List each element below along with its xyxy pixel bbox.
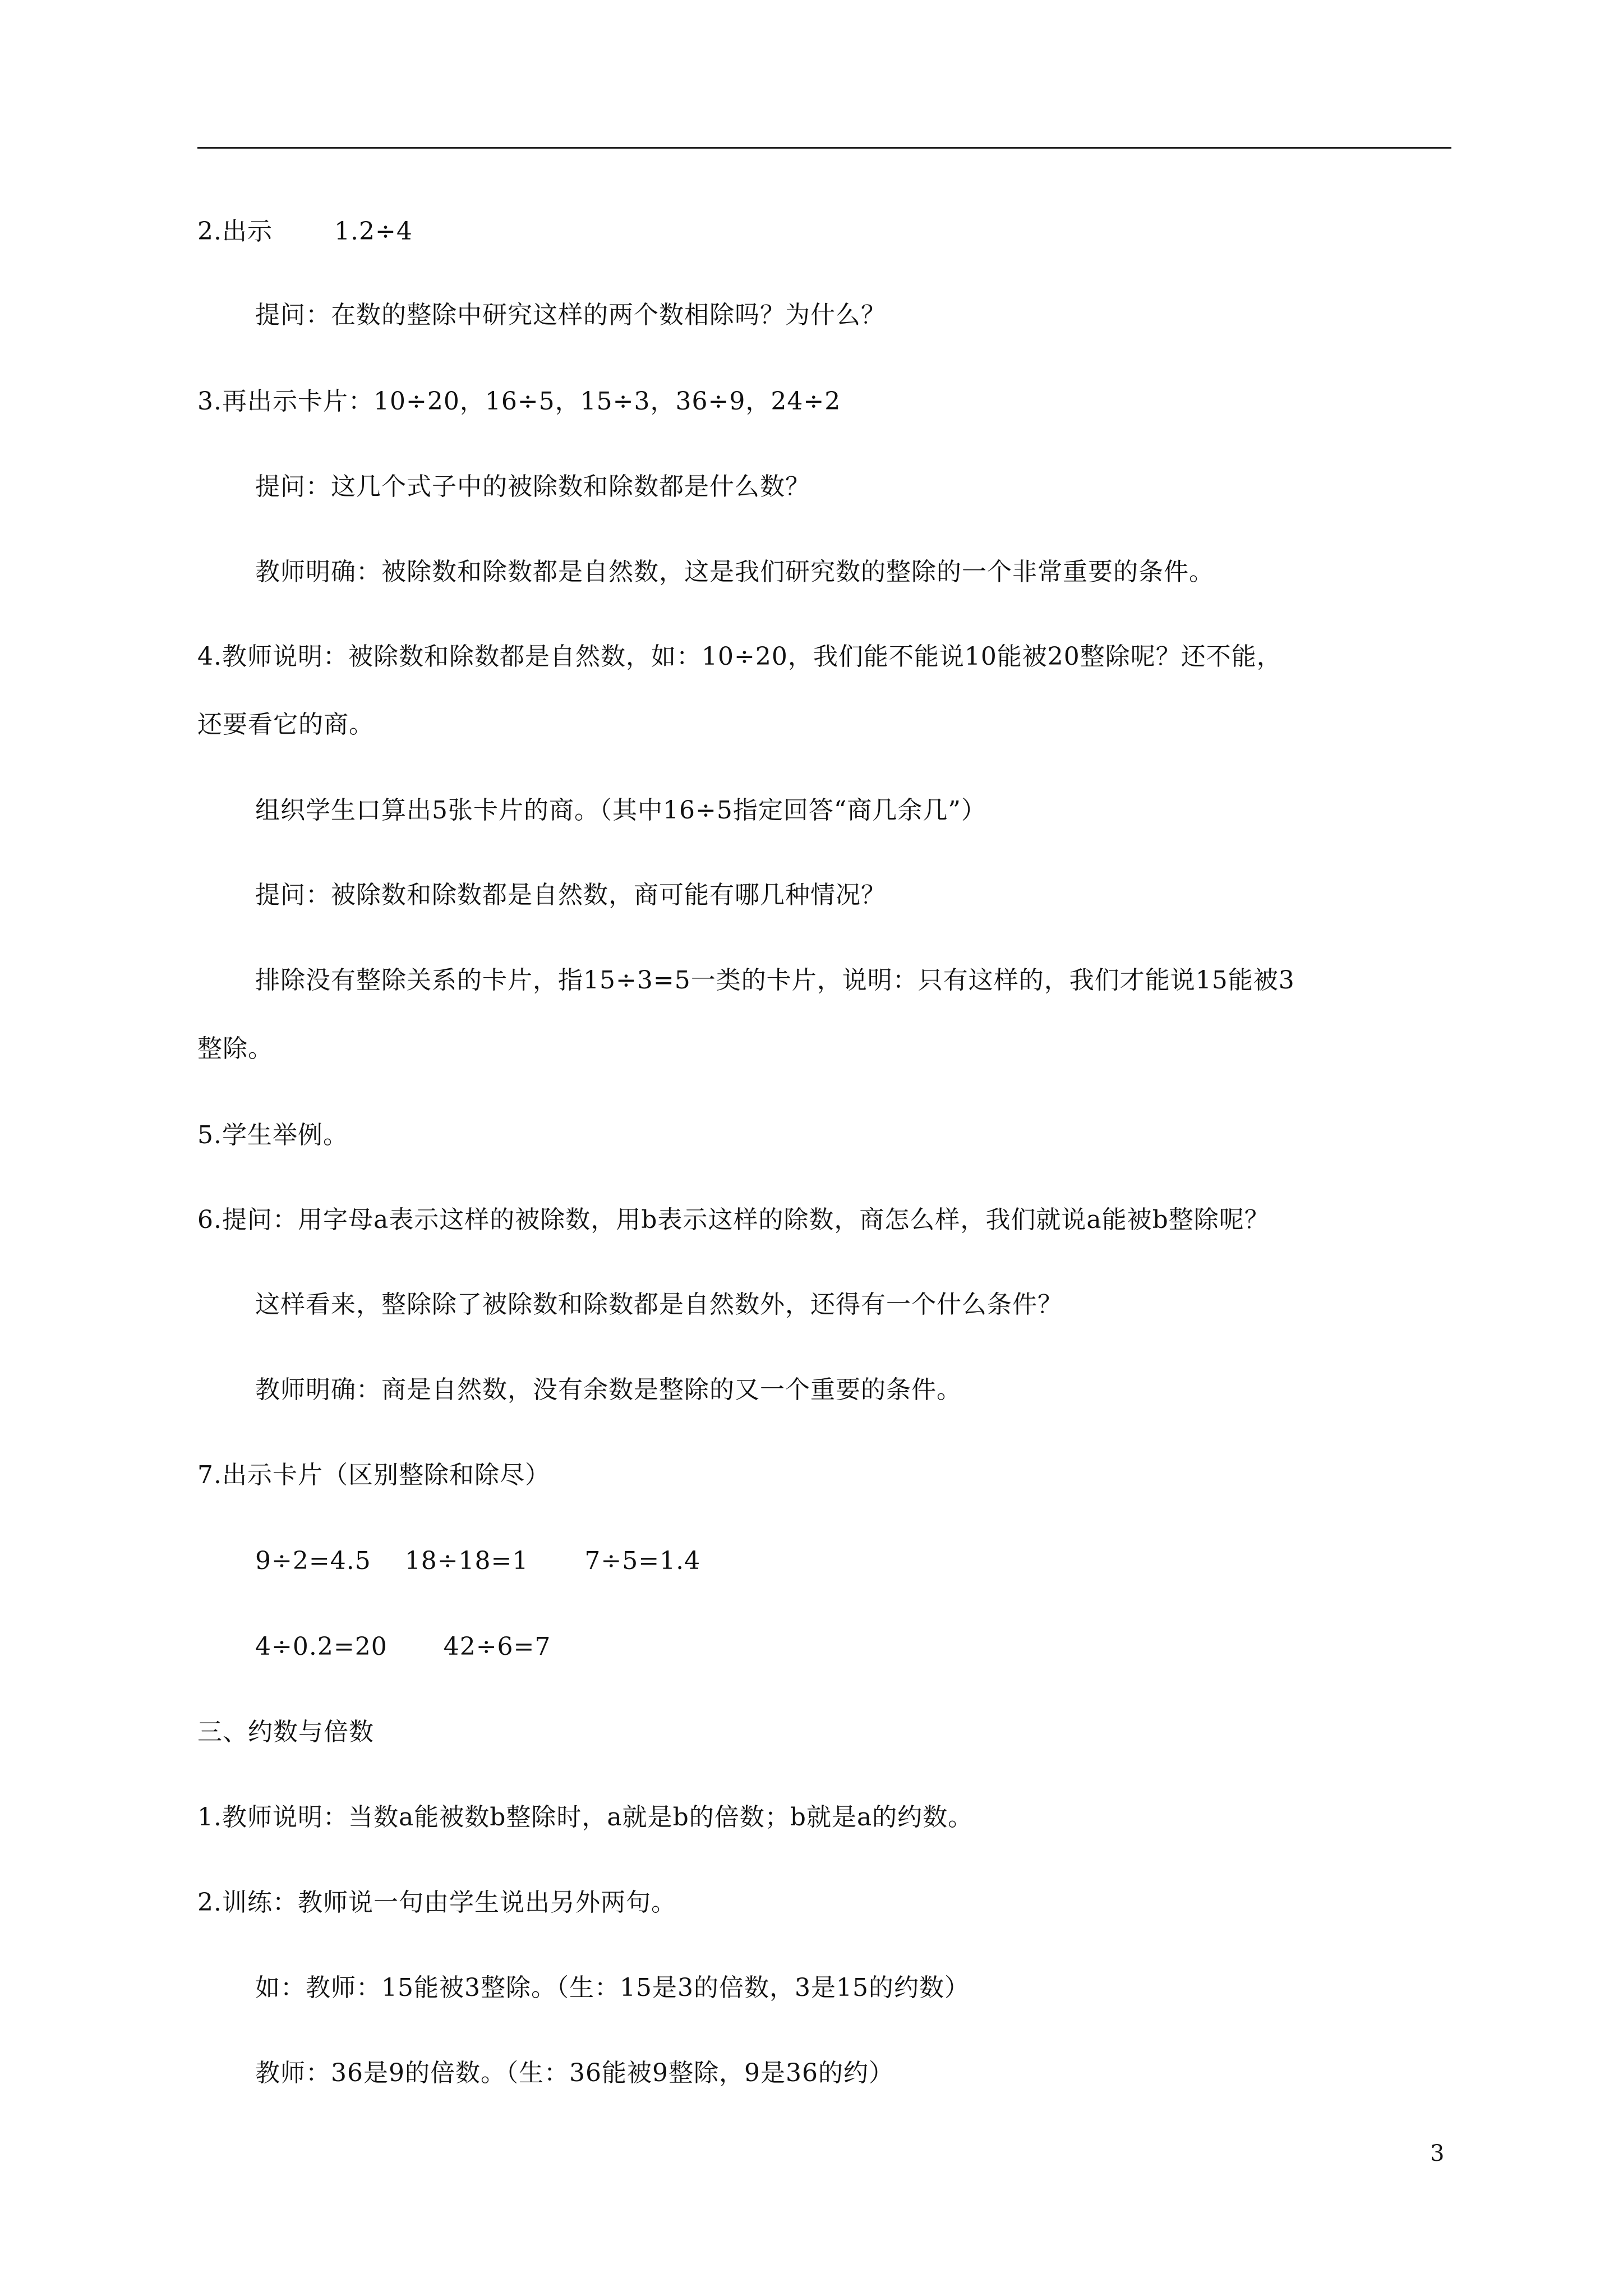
line-organize-students: 组织学生口算出5张卡片的商。（其中16÷5指定回答“商几余几”） — [255, 796, 986, 825]
line-question-letters: 6.提问：用字母a表示这样的被除数，用b表示这样的除数，商怎么样，我们就说a能被b整除呢？ — [197, 1205, 1270, 1234]
line-example-2: 教师：36是9的倍数。（生：36能被9整除，9是36的约） — [255, 2059, 894, 2087]
card-expression: 4÷0.2=20 — [255, 1632, 388, 1661]
line-show-expression-value: 1.2÷4 — [334, 217, 413, 246]
header-rule — [197, 147, 1451, 149]
line-students-examples: 5.学生举例。 — [197, 1121, 348, 1149]
card-expression: 9÷2=4.5 — [255, 1547, 371, 1575]
line-teacher-explain-1-cont: 还要看它的商。 — [197, 710, 374, 739]
line-training: 2.训练：教师说一句由学生说出另外两句。 — [197, 1888, 676, 1917]
page-number: 3 — [1430, 2141, 1445, 2166]
card-expression: 18÷18=1 — [404, 1547, 529, 1575]
line-show-cards: 3.再出示卡片：10÷20，16÷5，15÷3，36÷9，24÷2 — [197, 387, 841, 416]
line-question-1: 提问：在数的整除中研究这样的两个数相除吗？为什么？ — [255, 301, 886, 329]
card-expression: 7÷5=1.4 — [584, 1547, 701, 1575]
line-exclude-cards-cont: 整除。 — [197, 1034, 273, 1063]
line-condition-question: 这样看来，整除除了被除数和除数都是自然数外，还得有一个什么条件？ — [255, 1290, 1063, 1319]
line-question-3: 提问：被除数和除数都是自然数，商可能有哪几种情况？ — [255, 881, 886, 909]
line-teacher-clarify-1: 教师明确：被除数和除数都是自然数，这是我们研究数的整除的一个非常重要的条件。 — [255, 558, 1214, 586]
line-show-cards-distinguish: 7.出示卡片（区别整除和除尽） — [197, 1461, 550, 1489]
line-teacher-explain-2: 1.教师说明：当数a能被数b整除时，a就是b的倍数；b就是a的约数。 — [197, 1803, 974, 1832]
line-show-label: 2.出示 — [197, 217, 273, 246]
section-heading-divisors-multiples: 三、约数与倍数 — [197, 1718, 374, 1746]
line-teacher-clarify-2: 教师明确：商是自然数，没有余数是整除的又一个重要的条件。 — [255, 1375, 962, 1404]
line-teacher-explain-1: 4.教师说明：被除数和除数都是自然数，如：10÷20，我们能不能说10能被20整除呢？还不能， — [197, 642, 1282, 671]
card-expression: 42÷6=7 — [443, 1632, 551, 1661]
line-example-1: 如：教师：15能被3整除。（生：15是3的倍数，3是15的约数） — [255, 1973, 970, 2002]
line-card-examples-2 — [255, 1630, 551, 1664]
line-question-2: 提问：这几个式子中的被除数和除数都是什么数？ — [255, 472, 810, 501]
line-card-examples-1 — [255, 1544, 700, 1578]
line-exclude-cards: 排除没有整除关系的卡片，指15÷3=5一类的卡片，说明：只有这样的，我们才能说15能被3 — [255, 966, 1295, 995]
line-show-expression — [197, 215, 413, 249]
